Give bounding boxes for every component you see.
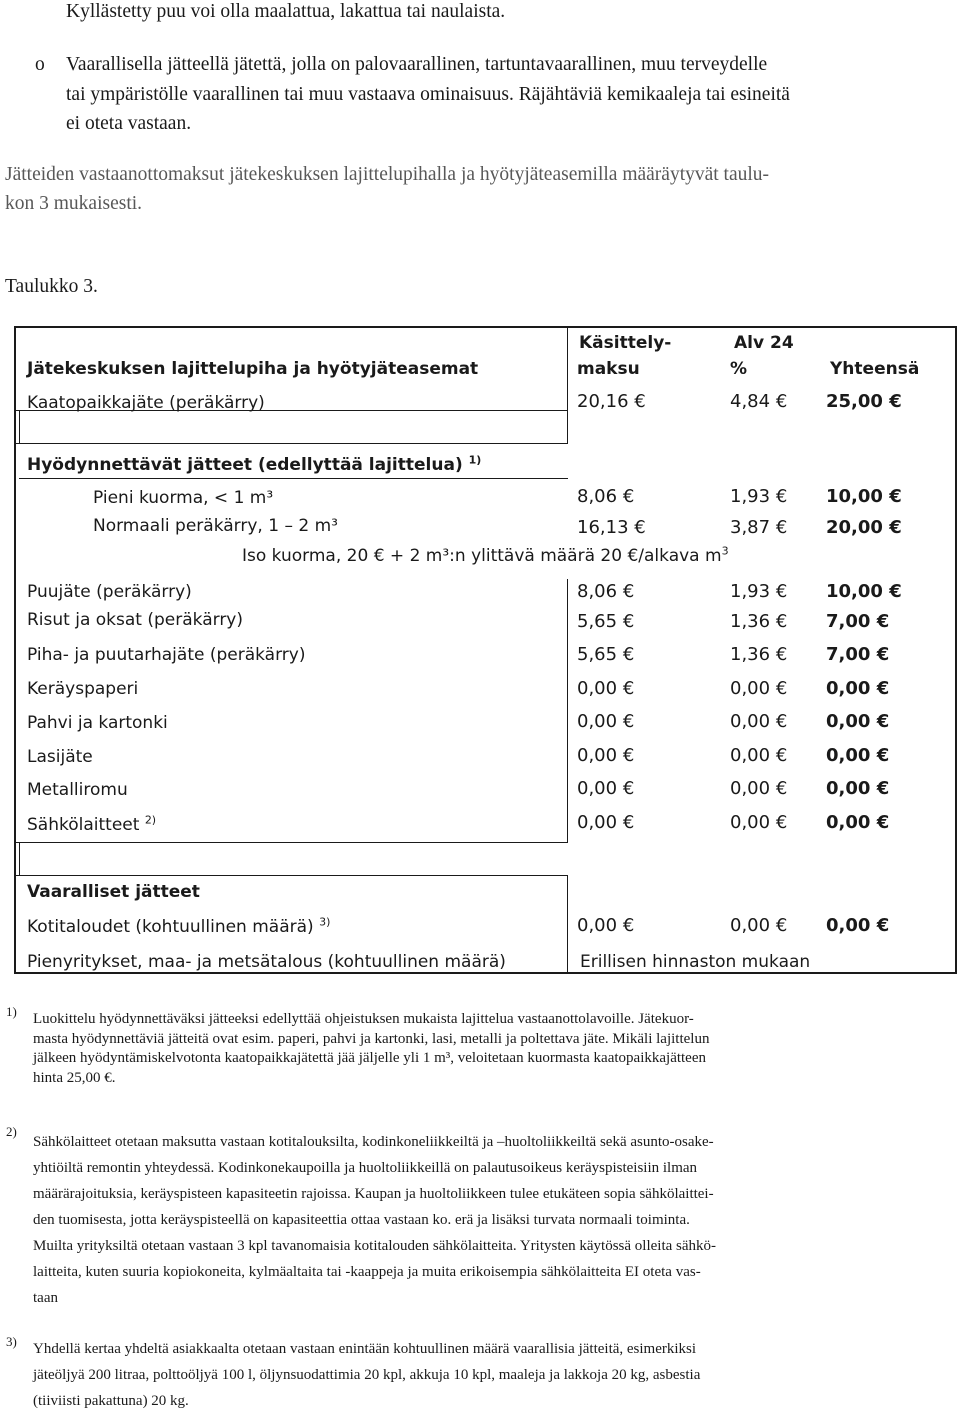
row-vat: 0,00 €	[730, 678, 788, 699]
grid-line	[567, 579, 568, 843]
row-fee: 0,00 €	[577, 745, 635, 766]
grid-line	[19, 410, 20, 444]
row-vat: 4,84 €	[730, 391, 788, 412]
row-vat: 1,36 €	[730, 611, 788, 632]
row-vat: 3,87 €	[730, 517, 788, 538]
row-vat: 1,93 €	[730, 486, 788, 507]
row-label: Pahvi ja kartonki	[27, 713, 168, 733]
footnote-3: Yhdellä kertaa yhdeltä asiakkaalta otetaan vastaan enintään kohtuullinen määrä vaarallisia jätteitä, esimerkiksi jäteöljyä 200 litraa, polttoöljyä 100 l, öljynsuodattimia 20 kpl, akkuja 10 kpl, maaleja ja lakkoja 20 kg, asbestia (tiiviisti pakattuna) 20 kg.	[33, 1341, 701, 1409]
grid-line	[19, 478, 568, 479]
row-total: 25,00 €	[826, 391, 902, 412]
row-fee: 0,00 €	[577, 678, 635, 699]
grid-line	[15, 875, 568, 876]
footnote-1: Luokittelu hyödynnettäväksi jätteeksi edellyttää ohjeistuksen mukaista lajittelua vastaanottolavoille. Jätekuor- masta hyödynnettäviä jätteitä ovat esim. paperi, pahvi ja kartonki, lasi, metalli ja poltettava jäte. Mikäli lajittelun jälkeen hyödyntämiskelvotonta kaatopaikkajätettä jää jäljelle yli 1 m³, veloitetaan kuormasta kaatopaikkajätteen hinta 25,00 €.	[33, 1011, 710, 1086]
row-large-load: Iso kuorma, 20 € + 2 m³:n ylittävä määrä 20 €/alkava $m^3$	[242, 544, 729, 566]
header-col-fee-2: maksu	[577, 359, 640, 379]
bullet-line-2: tai ympäristölle vaarallinen tai muu vastaava ominaisuus. Räjähtäviä kemikaaleja tai esineitä	[66, 84, 790, 105]
bullet-line-1: Vaarallisella jätteellä jätettä, jolla on palovaarallinen, tartuntavaarallinen, muu terveydelle	[66, 54, 768, 75]
row-total: 7,00 €	[826, 611, 890, 632]
row-total: 0,00 €	[826, 745, 890, 766]
row-label: Kaatopaikkajäte (peräkärry)	[27, 393, 265, 413]
row-vat: 0,00 €	[730, 745, 788, 766]
footnote-2-mark: 2)	[6, 1124, 17, 1139]
footnote-3-mark: 3)	[6, 1334, 17, 1349]
row-fee: 16,13 €	[577, 517, 646, 538]
bullet-marker: o	[35, 54, 45, 75]
row-fee: 5,65 €	[577, 611, 635, 632]
row-fee: 5,65 €	[577, 644, 635, 665]
row-fee: 8,06 €	[577, 581, 635, 602]
row-total: 7,00 €	[826, 644, 890, 665]
footnote-2: Sähkölaitteet otetaan maksutta vastaan kotitalouksilta, kodinkoneliikkeiltä ja –huoltoliikkeiltä sekä asunto-osake- yhtiöiltä remontin yhteydessä. Kodinkonekaupoilla ja huoltoliikkeillä on palautusoikeus keräyspisteisiin ilman määrärajoituksia, keräyspisteen kapasiteetin rajoissa. Kaupan ja huoltoliikkeen tulee etukäteen sopia sähkölaittei- den tuomisesta, jotta keräyspisteellä on kapasiteettia ottaa vastaan ko. erä ja lisäksi turvata normaali toiminta. Muilta yrityksiltä otetaan vastaan 3 kpl tavanomaisia kotitalouden sähkölaitteita. Yritysten käytössä olleita sähkö- laitteita, kuten suuria kopiokoneita, kylmäaltaita tai -kaappeja ja muita erikoisempia sähkölaitteita EI oteta vas- taan	[33, 1134, 717, 1306]
row-vat: 0,00 €	[730, 711, 788, 732]
header-col-vat-1: Alv 24	[734, 333, 794, 353]
row-fee: 0,00 €	[577, 778, 635, 799]
row-vat: 0,00 €	[730, 778, 788, 799]
header-col-category: Jätekeskuksen lajittelupiha ja hyötyjäteasemat	[27, 359, 479, 379]
row-fee: 8,06 €	[577, 486, 635, 507]
grid-line	[15, 443, 568, 444]
grid-line	[567, 328, 568, 444]
row-label: Piha- ja puutarhajäte (peräkärry)	[27, 645, 306, 665]
row-vat: 0,00 €	[730, 812, 788, 833]
grid-line	[19, 842, 20, 876]
row-fee: 0,00 €	[577, 915, 635, 936]
row-vat: 1,93 €	[730, 581, 788, 602]
bullet-line-3: ei oteta vastaan.	[66, 113, 192, 134]
row-label: Pieni kuorma, < 1 m³	[93, 488, 274, 508]
grid-line	[567, 875, 568, 972]
row-label: Lasijäte	[27, 747, 93, 767]
row-total: 20,00 €	[826, 517, 902, 538]
row-fee: 20,16 €	[577, 391, 646, 412]
row-label: Risut ja oksat (peräkärry)	[27, 610, 243, 630]
row-vat: 0,00 €	[730, 915, 788, 936]
header-col-total: Yhteensä	[830, 359, 920, 379]
table-caption: Taulukko 3.	[5, 276, 98, 297]
section-heading-hazardous: Vaaralliset jätteet	[27, 882, 200, 902]
grid-line	[15, 842, 568, 843]
paragraph-line-1: Jätteiden vastaanottomaksut jätekeskuksen lajittelupihalla ja hyötyjäteasemilla määräytyvät taulu-	[5, 164, 770, 185]
paragraph-line-2: kon 3 mukaisesti.	[5, 193, 143, 214]
row-label: Metalliromu	[27, 780, 128, 800]
row-total: 10,00 €	[826, 486, 902, 507]
row-label: Pienyritykset, maa- ja metsätalous (kohtuullinen määrä)	[27, 952, 506, 972]
row-total: 0,00 €	[826, 678, 890, 699]
row-label: Kotitaloudet (kohtuullinen määrä) $^{3)}$	[27, 915, 331, 937]
header-col-fee-1: Käsittely-	[579, 333, 672, 353]
row-total: 0,00 €	[826, 915, 890, 936]
row-label: Normaali peräkärry, 1 – 2 m³	[93, 516, 338, 536]
header-col-vat-2: %	[730, 359, 748, 379]
section-heading-recyclable: Hyödynnettävät jätteet (edellyttää lajittelua) $^{1)}$	[27, 453, 482, 475]
row-label: Puujäte (peräkärry)	[27, 582, 192, 602]
row-total: 10,00 €	[826, 581, 902, 602]
row-total: 0,00 €	[826, 711, 890, 732]
row-price-note: Erillisen hinnaston mukaan	[580, 952, 811, 972]
row-total: 0,00 €	[826, 812, 890, 833]
row-label: Keräyspaperi	[27, 679, 139, 699]
row-fee: 0,00 €	[577, 711, 635, 732]
row-vat: 1,36 €	[730, 644, 788, 665]
intro-line-top: Kyllästetty puu voi olla maalattua, lakattua tai naulaista.	[66, 1, 506, 22]
footnote-1-mark: 1)	[6, 1004, 17, 1019]
row-fee: 0,00 €	[577, 812, 635, 833]
row-label: Sähkölaitteet $^{2)}$	[27, 813, 157, 835]
row-total: 0,00 €	[826, 778, 890, 799]
